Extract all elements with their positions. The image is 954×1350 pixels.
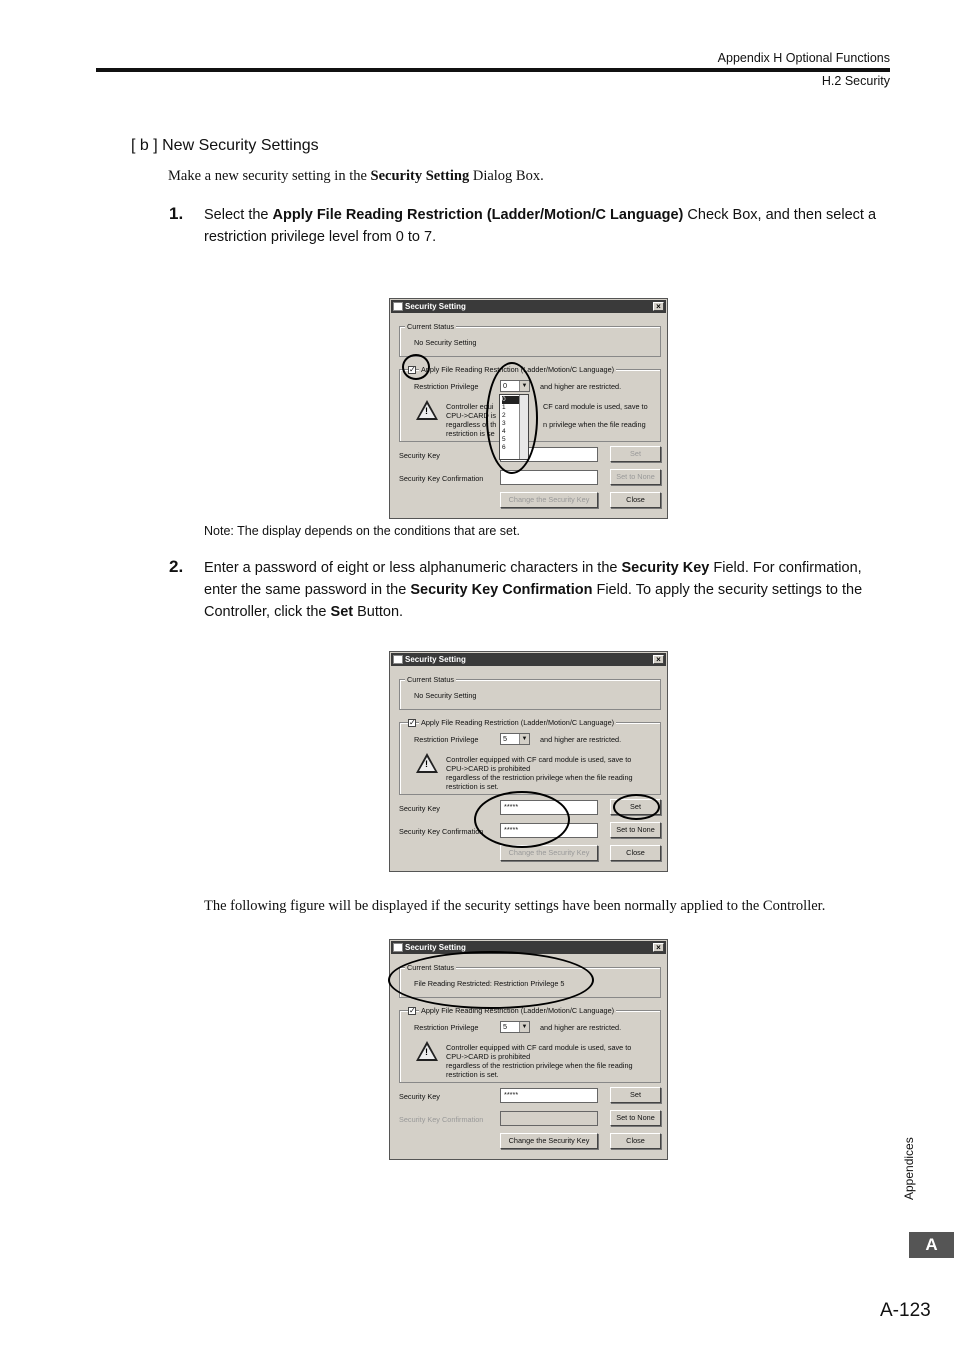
security-key-label: Security Key — [399, 451, 440, 460]
highlight-circle-set — [613, 794, 660, 820]
privilege-combo[interactable] — [500, 733, 530, 745]
highlight-circle-status — [388, 951, 594, 1009]
warning-line-4-partial: restriction is se — [446, 429, 495, 438]
close-icon[interactable]: × — [653, 943, 664, 952]
close-icon[interactable]: × — [653, 302, 664, 311]
close-button[interactable]: Close — [610, 845, 661, 861]
privilege-value: 0 — [503, 381, 508, 390]
apply-restriction-checkbox[interactable]: ✓ — [409, 718, 416, 727]
dropdown-item[interactable]: 5 — [502, 436, 506, 443]
dropdown-item[interactable]: 2 — [502, 412, 506, 419]
app-icon — [393, 655, 403, 664]
warning-line-4: restriction is set. — [446, 1070, 499, 1079]
side-tab-label: Appendices — [902, 1137, 916, 1200]
privilege-value: 5 — [503, 734, 508, 743]
current-status-label: Current Status — [407, 963, 455, 972]
apply-restriction-checkbox[interactable]: ✓ — [409, 1006, 416, 1015]
intro-paragraph: Make a new security setting in the Security Setting Dialog Box. — [168, 168, 544, 184]
security-key-label: Security Key — [399, 1092, 440, 1101]
dropdown-item[interactable]: 6 — [502, 444, 506, 451]
security-setting-dialog-1 — [389, 298, 668, 519]
step-1-number: 1. — [169, 204, 184, 223]
appendix-tab: A — [909, 1232, 954, 1258]
app-icon — [393, 943, 403, 952]
chevron-down-icon[interactable]: ▼ — [519, 734, 529, 744]
current-status-label: Current Status — [407, 322, 455, 331]
warning-line-2: CPU->CARD is prohibited — [446, 764, 531, 773]
following-figure-text: The following figure will be displayed if the security settings have been normally applied to the Controller. — [204, 898, 826, 914]
chapter-header: Appendix H Optional Functions — [717, 51, 890, 65]
close-button[interactable]: Close — [610, 1133, 661, 1149]
privilege-combo[interactable] — [500, 1021, 530, 1033]
restriction-privilege-label: Restriction Privilege — [414, 382, 479, 391]
security-key-confirm-field[interactable] — [500, 1111, 598, 1126]
header-rule — [96, 68, 890, 72]
dialog-titlebar — [391, 300, 666, 313]
apply-restriction-label: Apply File Reading Restriction (Ladder/Motion/C Language) — [421, 1006, 615, 1015]
chevron-down-icon[interactable]: ▼ — [519, 1022, 529, 1032]
security-key-confirm-label: Security Key Confirmation — [399, 474, 484, 483]
close-icon[interactable]: × — [653, 655, 664, 664]
dropdown-item[interactable]: 0 — [502, 396, 520, 404]
change-security-key-button[interactable]: Change the Security Key — [500, 492, 598, 508]
dialog-title: Security Setting — [405, 943, 466, 952]
chevron-down-icon[interactable]: ▼ — [519, 381, 529, 391]
warning-line-3-partial: regardless of th — [446, 420, 497, 429]
status-text: File Reading Restricted: Restriction Privilege 5 — [414, 979, 565, 988]
current-status-group — [399, 675, 661, 710]
apply-restriction-checkbox[interactable]: ✓ — [409, 365, 416, 374]
current-status-group — [399, 322, 661, 357]
note-text: Note: The display depends on the conditions that are set. — [204, 524, 520, 538]
step-1-text: Select the Apply File Reading Restriction (Ladder/Motion/C Language) Check Box, and then select a restriction privilege level from 0 to 7. — [204, 207, 877, 245]
security-key-confirm-label: Security Key Confirmation — [399, 827, 484, 836]
step-2-text: Enter a password of eight or less alphanumeric characters in the Security Key Field. For confirmation, enter the same password in the Security Key Confirmation Field. To apply the security settings to the Controller, click the Set Button. — [204, 560, 863, 620]
security-key-confirm-field[interactable]: ***** — [500, 823, 598, 838]
restriction-privilege-label: Restriction Privilege — [414, 1023, 479, 1032]
warning-icon: ! — [416, 753, 438, 773]
higher-restricted-text: and higher are restricted. — [540, 382, 622, 391]
set-button[interactable]: Set — [610, 799, 661, 815]
security-key-field[interactable]: ***** — [500, 800, 598, 815]
higher-restricted-text: and higher are restricted. — [540, 1023, 622, 1032]
highlight-circle-checkbox — [402, 354, 430, 380]
warning-line-4: restriction is set. — [446, 782, 499, 791]
close-button[interactable]: Close — [610, 492, 661, 508]
highlight-circle-dropdown — [486, 362, 538, 474]
dropdown-item[interactable]: 4 — [502, 428, 506, 435]
privilege-value: 5 — [503, 1022, 508, 1031]
current-status-label: Current Status — [407, 675, 455, 684]
warning-line-1-partial: Controller equi — [446, 402, 494, 411]
dropdown-item[interactable]: 1 — [502, 404, 506, 411]
warning-line-1: Controller equipped with CF card module is used, save to — [446, 755, 632, 764]
security-key-label: Security Key — [399, 804, 440, 813]
apply-restriction-label: Apply File Reading Restriction (Ladder/Motion/C Language) — [421, 365, 615, 374]
dropdown-item[interactable]: 3 — [502, 420, 506, 427]
dialog-title: Security Setting — [405, 302, 466, 311]
status-text: No Security Setting — [414, 691, 477, 700]
app-icon — [393, 302, 403, 311]
security-setting-dialog-2 — [389, 651, 668, 872]
warning-icon: ! — [416, 400, 438, 420]
warning-line-3: regardless of the restriction privilege when the file reading — [446, 773, 633, 782]
highlight-circle-key-fields — [474, 791, 570, 848]
warning-line-2: CPU->CARD is prohibited — [446, 1052, 531, 1061]
warning-line-1: Controller equipped with CF card module is used, save to — [446, 1043, 632, 1052]
dialog-titlebar — [391, 653, 666, 666]
warning-line-3: regardless of the restriction privilege when the file reading — [446, 1061, 633, 1070]
section-header: H.2 Security — [821, 74, 890, 88]
dialog-title: Security Setting — [405, 655, 466, 664]
set-to-none-button[interactable]: Set to None — [610, 1110, 661, 1126]
change-security-key-button[interactable]: Change the Security Key — [500, 1133, 598, 1149]
warning-line-2-partial: CPU->CARD is — [446, 411, 497, 420]
set-button[interactable]: Set — [610, 446, 661, 462]
step-2-number: 2. — [169, 557, 184, 576]
restriction-privilege-label: Restriction Privilege — [414, 735, 479, 744]
section-title: [ b ] New Security Settings — [131, 137, 319, 154]
apply-restriction-label: Apply File Reading Restriction (Ladder/Motion/C Language) — [421, 718, 615, 727]
set-to-none-button[interactable]: Set to None — [610, 469, 661, 485]
status-text: No Security Setting — [414, 338, 477, 347]
warning-line-3-tail: n privilege when the file reading — [543, 420, 646, 429]
security-key-confirm-label: Security Key Confirmation — [399, 1115, 484, 1124]
security-setting-dialog-3 — [389, 939, 668, 1160]
warning-icon: ! — [416, 1041, 438, 1061]
set-button[interactable]: Set — [610, 1087, 661, 1103]
change-security-key-button[interactable]: Change the Security Key — [500, 845, 598, 861]
restriction-group — [399, 718, 661, 795]
set-to-none-button[interactable]: Set to None — [610, 822, 661, 838]
warning-line-1-tail: CF card module is used, save to — [543, 402, 648, 411]
security-key-field[interactable]: ***** — [500, 1088, 598, 1103]
restriction-group — [399, 1006, 661, 1083]
page-number: A-123 — [880, 1300, 931, 1321]
higher-restricted-text: and higher are restricted. — [540, 735, 622, 744]
